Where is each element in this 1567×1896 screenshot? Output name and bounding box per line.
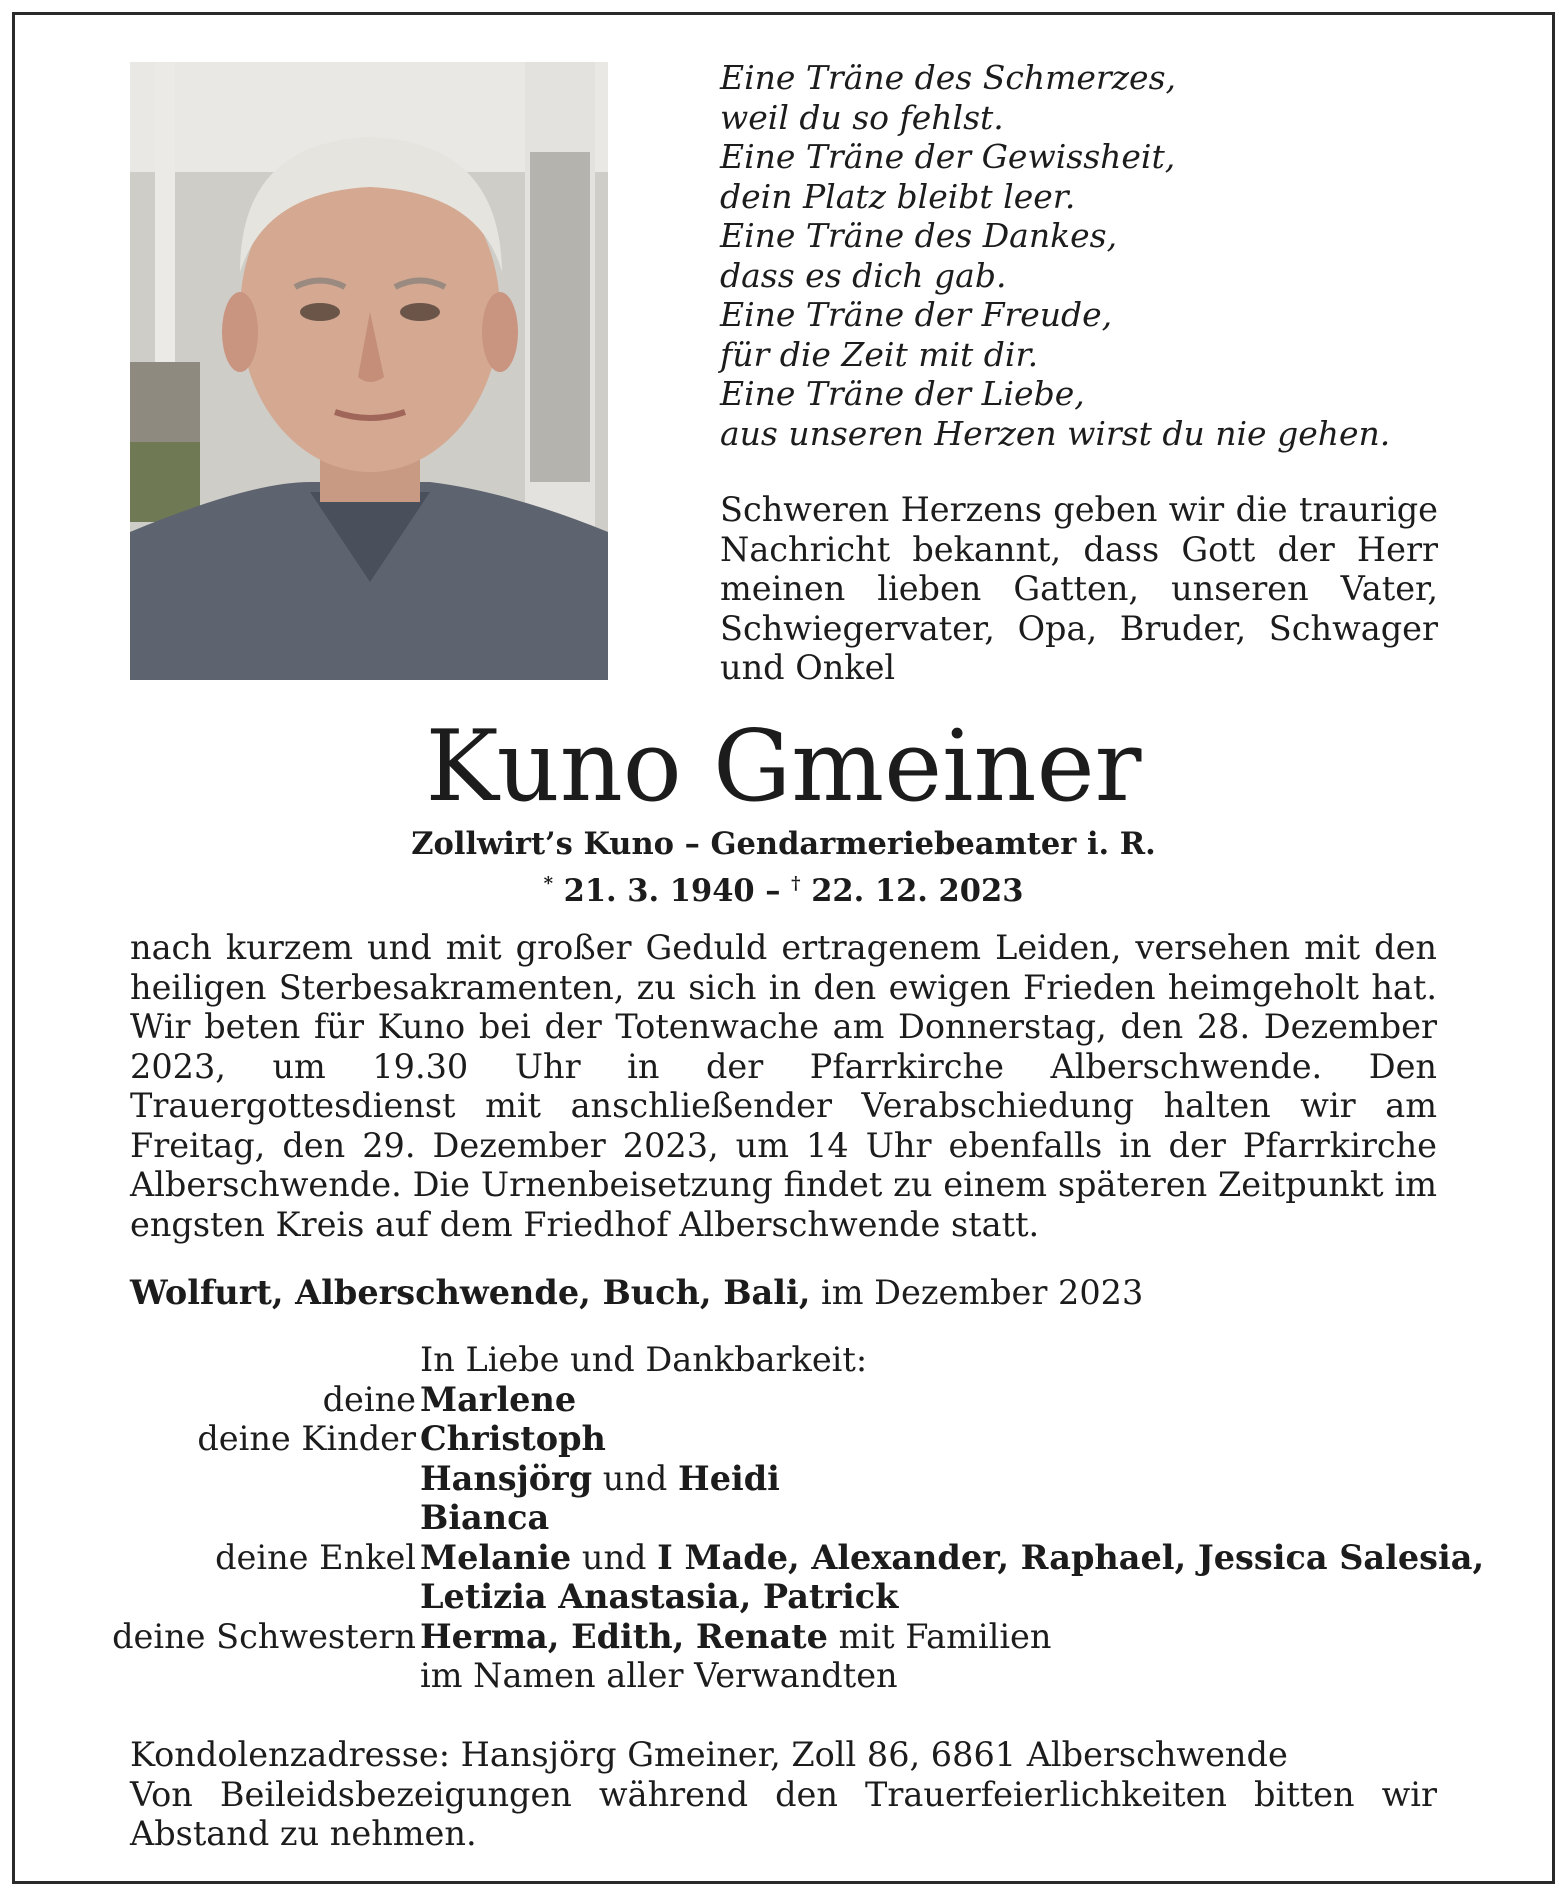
birth-symbol: * xyxy=(543,873,553,894)
intro-paragraph: Schweren Herzens geben wir die traurige Nachricht bekannt, dass Gott der Herr meinen lieben Gatten, unseren Vater, Schwiegervater, Opa, Bruder, Schwager und Onkel xyxy=(720,490,1438,687)
date-dash: – xyxy=(765,873,781,909)
grandchildren-names: I Made, Alexander, Raphael, Jessica Salesia, xyxy=(657,1537,1485,1577)
body-paragraph: nach kurzem und mit großer Geduld ertragenem Leiden, versehen mit den heiligen Sterbesakramenten, zu sich in den ewigen Frieden heimgeholt hat. Wir beten für Kuno bei der Totenwache am Donnerstag, den 28. Dezember 2023, um 19.30 Uhr in der Pfarrkirche Alberschwende. Den Trauergottesdienst mit anschließender Verabschiedung halten wir am Freitag, den 29. Dezember 2023, um 14 Uhr ebenfalls in der Pfarrkirche Alberschwende. Die Urnenbeisetzung findet zu einem späteren Zeitpunkt im engsten Kreis auf dem Friedhof Alberschwende statt. xyxy=(130,928,1437,1244)
poem-line: für die Zeit mit dir. xyxy=(720,334,1039,374)
children-label: deine Kinder xyxy=(197,1419,416,1458)
poem-line: Eine Träne des Schmerzes, xyxy=(720,58,1177,97)
family-heading: In Liebe und Dankbarkeit: xyxy=(420,1340,868,1379)
sisters-suffix: mit Familien xyxy=(838,1616,1052,1656)
condolence-note: Von Beileidsbezeigungen während den Trauerfeierlichkeiten bitten wir Abstand zu nehmen. xyxy=(130,1774,1437,1853)
sisters-label: deine Schwestern xyxy=(112,1616,416,1656)
death-symbol: † xyxy=(791,873,801,894)
wife-label: deine xyxy=(322,1379,416,1419)
poem-line: Eine Träne der Liebe, xyxy=(720,374,1085,413)
poem-line: Eine Träne der Freude, xyxy=(720,295,1113,334)
grandchildren-names: Letizia Anastasia, Patrick xyxy=(420,1577,899,1616)
deceased-subtitle: Zollwirt’s Kuno – Gendarmeriebeamter i. R. xyxy=(411,826,1156,862)
and-text: und xyxy=(602,1458,668,1498)
child-partner-name: Heidi xyxy=(678,1458,780,1498)
place-towns: Wolfurt, Alberschwende, Buch, Bali, xyxy=(130,1273,811,1312)
poem xyxy=(720,58,1440,453)
child-name: Christoph xyxy=(420,1419,606,1458)
wife-name: Marlene xyxy=(420,1379,577,1419)
and-text: und xyxy=(581,1537,647,1577)
poem-line: dein Platz bleibt leer. xyxy=(720,176,1076,216)
condolence-address: Kondolenzadresse: Hansjörg Gmeiner, Zoll 86, 6861 Alberschwende xyxy=(130,1735,1288,1774)
poem-line: weil du so fehlst. xyxy=(720,97,1004,137)
footer xyxy=(130,1735,1437,1854)
poem-line: aus unseren Herzen wirst du nie gehen. xyxy=(720,413,1391,453)
poem-line: dass es dich gab. xyxy=(720,255,1007,295)
poem-line: Eine Träne des Dankes, xyxy=(720,216,1118,255)
grandchild-name: Melanie xyxy=(420,1537,572,1577)
birth-date: 21. 3. 1940 xyxy=(563,873,755,909)
life-dates xyxy=(0,864,1567,911)
child-name: Hansjörg xyxy=(420,1458,593,1498)
relatives-line: im Namen aller Verwandten xyxy=(420,1656,898,1695)
family-list xyxy=(0,1340,1567,1696)
sisters-names: Herma, Edith, Renate xyxy=(420,1616,828,1656)
place-month: im Dezember 2023 xyxy=(821,1273,1144,1312)
poem-line: Eine Träne der Gewissheit, xyxy=(720,137,1176,176)
deceased-name: Kuno Gmeiner xyxy=(425,710,1142,824)
portrait-photo xyxy=(130,62,608,680)
death-date: 22. 12. 2023 xyxy=(811,873,1024,909)
place-date xyxy=(130,1273,1430,1313)
grandchildren-label: deine Enkel xyxy=(215,1537,416,1577)
child-name: Bianca xyxy=(420,1498,550,1537)
